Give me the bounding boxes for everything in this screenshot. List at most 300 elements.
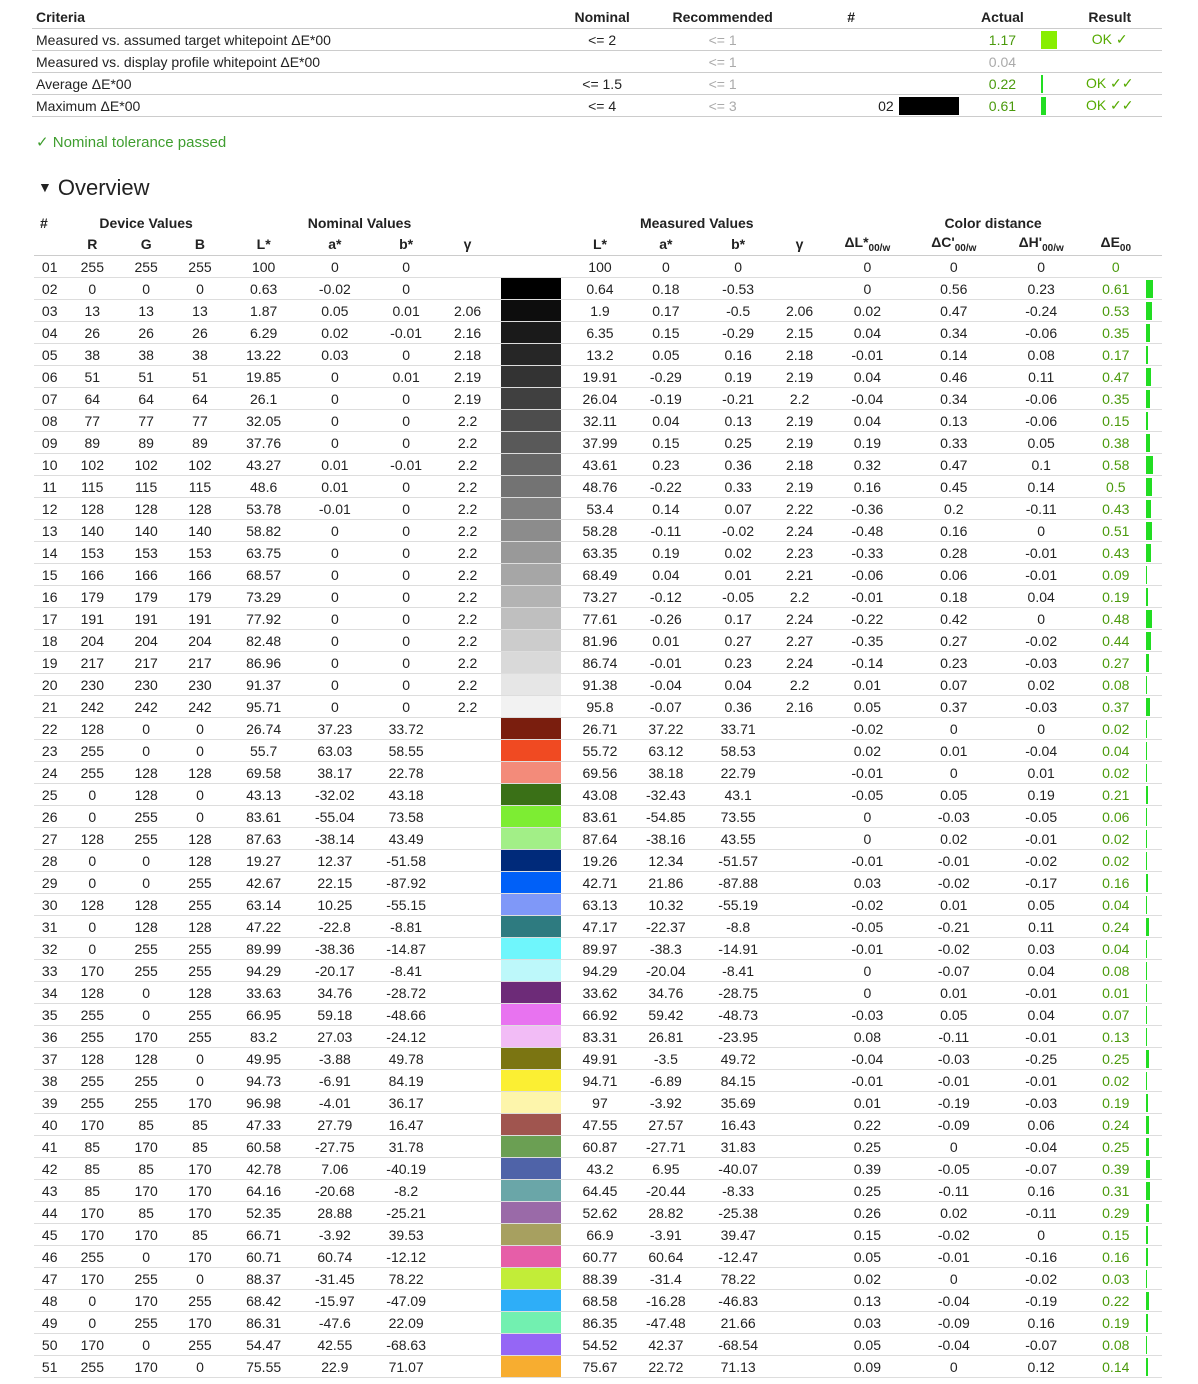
nominal-b: -8.2 bbox=[369, 1180, 443, 1202]
nominal-b: 0 bbox=[369, 344, 443, 366]
col-measured-b: b* bbox=[701, 233, 775, 256]
swatch bbox=[492, 740, 569, 762]
nominal-b: 0 bbox=[369, 608, 443, 630]
nominal-l: 49.95 bbox=[227, 1048, 301, 1070]
overview-row bbox=[34, 1004, 1162, 1026]
delta-h: 0.02 bbox=[997, 674, 1085, 696]
swatch bbox=[492, 1070, 569, 1092]
nominal-a: 0 bbox=[300, 520, 369, 542]
delta-l: 0.04 bbox=[824, 366, 910, 388]
result-value: OK ✓✓ bbox=[1057, 73, 1162, 95]
delta-c: 0.28 bbox=[911, 542, 997, 564]
delta-e-bar-fill bbox=[1146, 478, 1152, 496]
swatch bbox=[492, 630, 569, 652]
delta-c: -0.09 bbox=[911, 1114, 997, 1136]
swatch bbox=[492, 1136, 569, 1158]
device-g: 128 bbox=[119, 762, 173, 784]
measured-a: 0.04 bbox=[630, 564, 701, 586]
swatch bbox=[492, 894, 569, 916]
measured-b: 0.23 bbox=[701, 652, 775, 674]
device-g: 170 bbox=[119, 1136, 173, 1158]
measured-a: -6.89 bbox=[630, 1070, 701, 1092]
device-b: 26 bbox=[173, 322, 227, 344]
nominal-b: 0 bbox=[369, 674, 443, 696]
nominal-l: 37.76 bbox=[227, 432, 301, 454]
device-b: 170 bbox=[173, 1092, 227, 1114]
overview-row bbox=[34, 718, 1162, 740]
device-g: 85 bbox=[119, 1114, 173, 1136]
delta-e: 0.43 bbox=[1085, 542, 1146, 564]
color-patch bbox=[501, 564, 561, 585]
delta-e-bar bbox=[1146, 916, 1162, 938]
delta-h: -0.05 bbox=[997, 806, 1085, 828]
nominal-value: <= 1.5 bbox=[564, 73, 641, 95]
device-b: 170 bbox=[173, 1312, 227, 1334]
criteria-table bbox=[32, 6, 1162, 117]
device-g: 26 bbox=[119, 322, 173, 344]
nominal-gamma bbox=[443, 1312, 492, 1334]
measured-gamma: 2.23 bbox=[775, 542, 824, 564]
nominal-gamma: 2.2 bbox=[443, 454, 492, 476]
device-r: 204 bbox=[65, 630, 119, 652]
delta-l: -0.22 bbox=[824, 608, 910, 630]
delta-e-bar bbox=[1146, 1070, 1162, 1092]
row-number: 46 bbox=[34, 1246, 65, 1268]
col-delta-h: $\Delta H'_{00/w}$ bbox=[997, 233, 1085, 256]
device-r: 153 bbox=[65, 542, 119, 564]
color-patch bbox=[501, 1334, 561, 1355]
measured-gamma: 2.2 bbox=[775, 674, 824, 696]
delta-e: 0.35 bbox=[1085, 388, 1146, 410]
swatch bbox=[492, 916, 569, 938]
measured-a: 0.01 bbox=[630, 630, 701, 652]
overview-row bbox=[34, 674, 1162, 696]
measured-a: -27.71 bbox=[630, 1136, 701, 1158]
measured-b: 49.72 bbox=[701, 1048, 775, 1070]
nominal-gamma bbox=[443, 762, 492, 784]
measured-l: 81.96 bbox=[569, 630, 630, 652]
row-number: 29 bbox=[34, 872, 65, 894]
measured-l: 19.26 bbox=[569, 850, 630, 872]
measured-l: 42.71 bbox=[569, 872, 630, 894]
measured-gamma: 2.16 bbox=[775, 696, 824, 718]
overview-row bbox=[34, 454, 1162, 476]
device-g: 170 bbox=[119, 1026, 173, 1048]
measured-l: 43.08 bbox=[569, 784, 630, 806]
delta-e-bar-fill bbox=[1146, 698, 1150, 716]
device-g: 255 bbox=[119, 256, 173, 278]
nominal-a: -22.8 bbox=[300, 916, 369, 938]
measured-a: 37.22 bbox=[630, 718, 701, 740]
overview-row bbox=[34, 322, 1162, 344]
delta-e-bar bbox=[1146, 1202, 1162, 1224]
device-r: 0 bbox=[65, 806, 119, 828]
measured-a: 0.04 bbox=[630, 410, 701, 432]
nominal-b: 73.58 bbox=[369, 806, 443, 828]
measured-l: 26.04 bbox=[569, 388, 630, 410]
delta-h: 0.05 bbox=[997, 894, 1085, 916]
device-b: 204 bbox=[173, 630, 227, 652]
delta-h: -0.03 bbox=[997, 1092, 1085, 1114]
device-b: 128 bbox=[173, 498, 227, 520]
device-g: 0 bbox=[119, 872, 173, 894]
row-number: 22 bbox=[34, 718, 65, 740]
device-g: 128 bbox=[119, 894, 173, 916]
delta-c: -0.05 bbox=[911, 1158, 997, 1180]
delta-c: 0.05 bbox=[911, 1004, 997, 1026]
delta-c: -0.02 bbox=[911, 1224, 997, 1246]
delta-h: 0.16 bbox=[997, 1180, 1085, 1202]
device-b: 128 bbox=[173, 982, 227, 1004]
delta-e-bar-fill bbox=[1146, 1248, 1148, 1266]
delta-e-bar-fill bbox=[1146, 852, 1147, 870]
delta-l: 0.02 bbox=[824, 300, 910, 322]
measured-gamma bbox=[775, 1224, 824, 1246]
nominal-b: 0 bbox=[369, 520, 443, 542]
device-r: 170 bbox=[65, 1114, 119, 1136]
nominal-a: 0.02 bbox=[300, 322, 369, 344]
measured-l: 91.38 bbox=[569, 674, 630, 696]
delta-e-bar bbox=[1146, 1136, 1162, 1158]
device-g: 128 bbox=[119, 784, 173, 806]
nominal-gamma: 2.2 bbox=[443, 630, 492, 652]
nominal-b: 0 bbox=[369, 652, 443, 674]
device-r: 13 bbox=[65, 300, 119, 322]
device-b: 0 bbox=[173, 1048, 227, 1070]
measured-gamma bbox=[775, 1136, 824, 1158]
measured-gamma: 2.24 bbox=[775, 652, 824, 674]
measured-b: -0.53 bbox=[701, 278, 775, 300]
device-r: 0 bbox=[65, 1312, 119, 1334]
delta-c: 0.34 bbox=[911, 388, 997, 410]
measured-l: 83.31 bbox=[569, 1026, 630, 1048]
delta-l: 0.02 bbox=[824, 1268, 910, 1290]
swatch bbox=[492, 652, 569, 674]
nominal-a: 59.18 bbox=[300, 1004, 369, 1026]
delta-l: -0.14 bbox=[824, 652, 910, 674]
nominal-a: 0 bbox=[300, 586, 369, 608]
device-r: 85 bbox=[65, 1158, 119, 1180]
delta-e: 0.08 bbox=[1085, 674, 1146, 696]
overview-row bbox=[34, 762, 1162, 784]
criteria-body bbox=[32, 29, 1162, 117]
measured-a: 26.81 bbox=[630, 1026, 701, 1048]
measured-gamma: 2.27 bbox=[775, 630, 824, 652]
delta-l: 0.26 bbox=[824, 1202, 910, 1224]
delta-l: -0.01 bbox=[824, 850, 910, 872]
overview-row bbox=[34, 1092, 1162, 1114]
color-patch bbox=[501, 278, 561, 299]
measured-b: 21.66 bbox=[701, 1312, 775, 1334]
overview-title: Overview bbox=[57, 175, 150, 200]
delta-c: 0.37 bbox=[911, 696, 997, 718]
delta-e: 0.04 bbox=[1085, 894, 1146, 916]
color-patch bbox=[501, 718, 561, 739]
delta-c: 0.23 bbox=[911, 652, 997, 674]
delta-e-bar bbox=[1146, 1334, 1162, 1356]
measured-l: 86.74 bbox=[569, 652, 630, 674]
measured-b: 0.36 bbox=[701, 454, 775, 476]
color-patch bbox=[501, 520, 561, 541]
delta-h: 0.04 bbox=[997, 960, 1085, 982]
criteria-row bbox=[32, 95, 1162, 117]
measured-b: -48.73 bbox=[701, 1004, 775, 1026]
measured-gamma: 2.19 bbox=[775, 476, 824, 498]
nominal-a: 0 bbox=[300, 652, 369, 674]
delta-e-bar bbox=[1146, 322, 1162, 344]
nominal-b: -24.12 bbox=[369, 1026, 443, 1048]
delta-c: -0.02 bbox=[911, 872, 997, 894]
delta-c: 0.2 bbox=[911, 498, 997, 520]
overview-heading[interactable] bbox=[38, 175, 150, 201]
delta-e-bar bbox=[1146, 982, 1162, 1004]
nominal-gamma bbox=[443, 1246, 492, 1268]
row-number: 24 bbox=[34, 762, 65, 784]
nominal-a: 0 bbox=[300, 696, 369, 718]
device-g: 38 bbox=[119, 344, 173, 366]
nominal-l: 91.37 bbox=[227, 674, 301, 696]
swatch bbox=[492, 674, 569, 696]
measured-b: 16.43 bbox=[701, 1114, 775, 1136]
delta-e-bar-fill bbox=[1146, 1204, 1149, 1222]
row-number: 10 bbox=[34, 454, 65, 476]
delta-e-bar-fill bbox=[1146, 324, 1150, 342]
delta-h: -0.11 bbox=[997, 498, 1085, 520]
device-g: 255 bbox=[119, 1070, 173, 1092]
delta-c: -0.11 bbox=[911, 1180, 997, 1202]
nominal-gamma: 2.16 bbox=[443, 322, 492, 344]
device-r: 255 bbox=[65, 1070, 119, 1092]
device-r: 0 bbox=[65, 784, 119, 806]
device-b: 115 bbox=[173, 476, 227, 498]
color-patch bbox=[501, 476, 561, 497]
nominal-gamma bbox=[443, 850, 492, 872]
delta-e-bar bbox=[1146, 1092, 1162, 1114]
delta-h: -0.17 bbox=[997, 872, 1085, 894]
measured-b: 22.79 bbox=[701, 762, 775, 784]
overview-row bbox=[34, 278, 1162, 300]
nominal-a: 12.37 bbox=[300, 850, 369, 872]
delta-l: 0 bbox=[824, 960, 910, 982]
measured-b: -14.91 bbox=[701, 938, 775, 960]
measured-a: -3.92 bbox=[630, 1092, 701, 1114]
measured-b: 31.83 bbox=[701, 1136, 775, 1158]
nominal-gamma: 2.2 bbox=[443, 410, 492, 432]
delta-e-bar bbox=[1146, 1048, 1162, 1070]
device-r: 255 bbox=[65, 1246, 119, 1268]
delta-l: -0.06 bbox=[824, 564, 910, 586]
measured-gamma bbox=[775, 872, 824, 894]
col-g: G bbox=[119, 233, 173, 256]
swatch bbox=[492, 1268, 569, 1290]
delta-c: 0.18 bbox=[911, 586, 997, 608]
col-nominal-a: a* bbox=[300, 233, 369, 256]
delta-e-bar-fill bbox=[1146, 896, 1147, 914]
delta-c: 0.14 bbox=[911, 344, 997, 366]
device-g: 204 bbox=[119, 630, 173, 652]
row-number: 50 bbox=[34, 1334, 65, 1356]
measured-a: -0.01 bbox=[630, 652, 701, 674]
device-b: 0 bbox=[173, 784, 227, 806]
measured-gamma: 2.19 bbox=[775, 432, 824, 454]
nominal-b: -48.66 bbox=[369, 1004, 443, 1026]
measured-b: 0.19 bbox=[701, 366, 775, 388]
measured-a: -0.07 bbox=[630, 696, 701, 718]
delta-e: 0.35 bbox=[1085, 322, 1146, 344]
measured-b: -8.41 bbox=[701, 960, 775, 982]
delta-c: 0.47 bbox=[911, 454, 997, 476]
nominal-l: 68.42 bbox=[227, 1290, 301, 1312]
delta-c: 0.16 bbox=[911, 520, 997, 542]
measured-a: -31.4 bbox=[630, 1268, 701, 1290]
measured-a: 10.32 bbox=[630, 894, 701, 916]
recommended-value: <= 1 bbox=[641, 29, 805, 51]
row-number: 25 bbox=[34, 784, 65, 806]
measured-a: -0.12 bbox=[630, 586, 701, 608]
delta-e-bar-fill bbox=[1146, 302, 1152, 320]
measured-b: 0.36 bbox=[701, 696, 775, 718]
nominal-gamma bbox=[443, 1114, 492, 1136]
delta-e: 0.19 bbox=[1085, 1092, 1146, 1114]
measured-l: 33.62 bbox=[569, 982, 630, 1004]
device-b: 0 bbox=[173, 1268, 227, 1290]
measured-l: 37.99 bbox=[569, 432, 630, 454]
device-g: 0 bbox=[119, 278, 173, 300]
device-b: 0 bbox=[173, 1356, 227, 1378]
device-r: 26 bbox=[65, 322, 119, 344]
delta-e: 0.25 bbox=[1085, 1136, 1146, 1158]
measured-gamma: 2.06 bbox=[775, 300, 824, 322]
measured-a: -54.85 bbox=[630, 806, 701, 828]
nominal-gamma bbox=[443, 1180, 492, 1202]
color-patch bbox=[501, 1290, 561, 1311]
delta-l: 0.01 bbox=[824, 1092, 910, 1114]
measured-l: 63.35 bbox=[569, 542, 630, 564]
delta-e-bar bbox=[1146, 1290, 1162, 1312]
measured-gamma bbox=[775, 1158, 824, 1180]
delta-e-bar bbox=[1146, 608, 1162, 630]
measured-gamma bbox=[775, 850, 824, 872]
color-patch bbox=[501, 1246, 561, 1267]
measured-b: -12.47 bbox=[701, 1246, 775, 1268]
nominal-b: -8.41 bbox=[369, 960, 443, 982]
delta-e-bar-fill bbox=[1146, 500, 1151, 518]
delta-h: 0 bbox=[997, 520, 1085, 542]
delta-e-bar bbox=[1146, 1004, 1162, 1026]
measured-gamma bbox=[775, 784, 824, 806]
device-g: 13 bbox=[119, 300, 173, 322]
delta-h: 0 bbox=[997, 718, 1085, 740]
delta-l: -0.01 bbox=[824, 762, 910, 784]
num-header: # bbox=[805, 6, 898, 29]
nominal-gamma: 2.19 bbox=[443, 388, 492, 410]
delta-h: -0.01 bbox=[997, 828, 1085, 850]
delta-l: 0.05 bbox=[824, 1334, 910, 1356]
swatch bbox=[492, 476, 569, 498]
measured-gamma bbox=[775, 1356, 824, 1378]
device-r: 179 bbox=[65, 586, 119, 608]
nominal-b: 43.49 bbox=[369, 828, 443, 850]
delta-c: 0 bbox=[911, 762, 997, 784]
delta-c: -0.01 bbox=[911, 1246, 997, 1268]
delta-e-bar-fill bbox=[1146, 830, 1147, 848]
device-r: 191 bbox=[65, 608, 119, 630]
criteria-row bbox=[32, 51, 1162, 73]
nominal-a: 0 bbox=[300, 630, 369, 652]
device-r: 128 bbox=[65, 498, 119, 520]
sample-number bbox=[805, 73, 898, 95]
nominal-a: 28.88 bbox=[300, 1202, 369, 1224]
nominal-l: 26.74 bbox=[227, 718, 301, 740]
nominal-b: -55.15 bbox=[369, 894, 443, 916]
result-value: OK ✓ bbox=[1057, 29, 1162, 51]
delta-e-bar bbox=[1146, 1158, 1162, 1180]
nominal-b: -12.12 bbox=[369, 1246, 443, 1268]
nominal-gamma bbox=[443, 1004, 492, 1026]
delta-l: 0.39 bbox=[824, 1158, 910, 1180]
delta-h: -0.06 bbox=[997, 322, 1085, 344]
delta-e-bar-fill bbox=[1146, 1226, 1148, 1244]
device-r: 64 bbox=[65, 388, 119, 410]
nominal-a: 0 bbox=[300, 410, 369, 432]
delta-l: 0.09 bbox=[824, 1356, 910, 1378]
measured-l: 83.61 bbox=[569, 806, 630, 828]
nominal-l: 47.33 bbox=[227, 1114, 301, 1136]
row-number: 30 bbox=[34, 894, 65, 916]
delta-e-bar-fill bbox=[1146, 1072, 1147, 1090]
delta-e: 0.13 bbox=[1085, 1026, 1146, 1048]
delta-e-bar bbox=[1146, 1246, 1162, 1268]
measured-l: 1.9 bbox=[569, 300, 630, 322]
device-r: 255 bbox=[65, 762, 119, 784]
delta-e: 0.04 bbox=[1085, 740, 1146, 762]
delta-l: 0.13 bbox=[824, 1290, 910, 1312]
measured-l: 97 bbox=[569, 1092, 630, 1114]
delta-l: -0.01 bbox=[824, 1070, 910, 1092]
device-b: 179 bbox=[173, 586, 227, 608]
measured-l: 69.56 bbox=[569, 762, 630, 784]
collapse-triangle-icon[interactable]: ▼ bbox=[38, 179, 52, 195]
sample-number: 02 bbox=[805, 95, 898, 117]
measured-gamma bbox=[775, 1026, 824, 1048]
measured-l: 49.91 bbox=[569, 1048, 630, 1070]
nominal-b: 0 bbox=[369, 476, 443, 498]
measured-l: 86.35 bbox=[569, 1312, 630, 1334]
criteria-row bbox=[32, 29, 1162, 51]
measured-a: -47.48 bbox=[630, 1312, 701, 1334]
measured-l: 0.64 bbox=[569, 278, 630, 300]
nominal-gamma bbox=[443, 1158, 492, 1180]
device-g: 191 bbox=[119, 608, 173, 630]
nominal-l: 60.58 bbox=[227, 1136, 301, 1158]
color-patch bbox=[501, 344, 561, 365]
color-patch bbox=[501, 410, 561, 431]
measured-a: 0.18 bbox=[630, 278, 701, 300]
delta-l: -0.05 bbox=[824, 784, 910, 806]
device-b: 140 bbox=[173, 520, 227, 542]
measured-gamma bbox=[775, 960, 824, 982]
swatch bbox=[492, 366, 569, 388]
measured-gamma bbox=[775, 806, 824, 828]
overview-row bbox=[34, 894, 1162, 916]
nominal-a: 0 bbox=[300, 564, 369, 586]
measured-l: 47.17 bbox=[569, 916, 630, 938]
nominal-l: 94.73 bbox=[227, 1070, 301, 1092]
delta-e: 0.61 bbox=[1085, 278, 1146, 300]
nominal-l: 42.67 bbox=[227, 872, 301, 894]
nominal-l: 75.55 bbox=[227, 1356, 301, 1378]
delta-e-bar-fill bbox=[1146, 1270, 1147, 1288]
